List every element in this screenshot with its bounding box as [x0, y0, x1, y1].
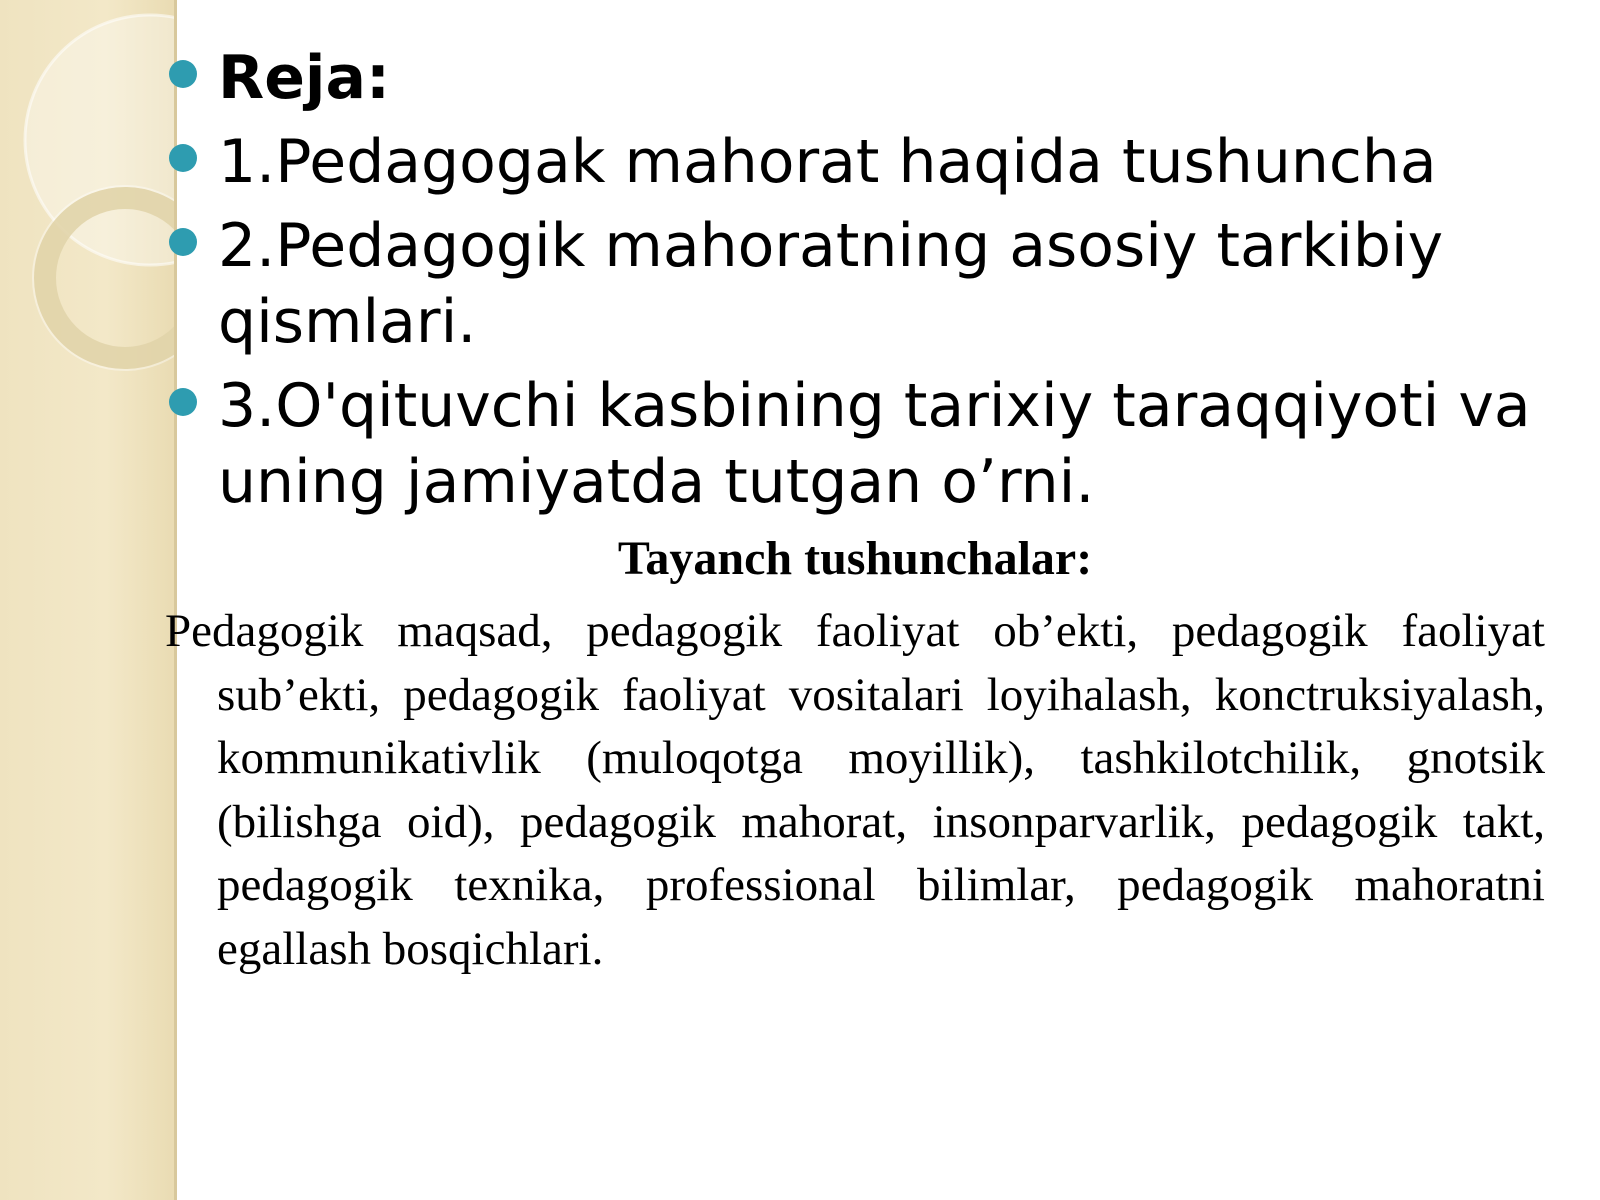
- plan-item-text: 3.O'qituvchi kasbining tarixiy taraqqiyoti va uning jamiyatda tutgan o’rni.: [218, 371, 1531, 517]
- plan-item-text: 2.Pedagogik mahoratning asosiy tarkibiy qismlari.: [218, 211, 1444, 357]
- decorative-circles: [0, 0, 177, 420]
- bullet-icon: [169, 388, 197, 416]
- plan-item: [165, 208, 1545, 360]
- bullet-icon: [169, 228, 197, 256]
- plan-item: [165, 124, 1545, 200]
- key-concepts-title: Tayanch tushunchalar:: [617, 532, 1093, 585]
- decorative-sidebar: [0, 0, 177, 1200]
- plan-heading-text: Reja:: [218, 43, 390, 113]
- key-concepts-text: Pedagogik maqsad, pedagogik faoliyat ob’ekti, pedagogik faoliyat sub’ekti, pedagogik faoliyat vositalari loyihalash, konctruksiyalash, kommunikativlik (muloqotga moyillik), tashkilotchilik, gnotsik (bilishga oid), pedagogik mahorat, insonparvarlik, pedagogik takt, pedagogik texnika, professional bilimlar, pedagogik mahoratni egallash bosqichlari.: [165, 605, 1545, 975]
- plan-list: [165, 40, 1545, 520]
- bullet-icon: [169, 144, 197, 172]
- slide-content: [165, 40, 1545, 1028]
- plan-item-text: 1.Pedagogak mahorat haqida tushuncha: [218, 127, 1437, 197]
- bullet-icon: [169, 60, 197, 88]
- plan-item: [165, 368, 1545, 520]
- plan-heading: [165, 40, 1545, 116]
